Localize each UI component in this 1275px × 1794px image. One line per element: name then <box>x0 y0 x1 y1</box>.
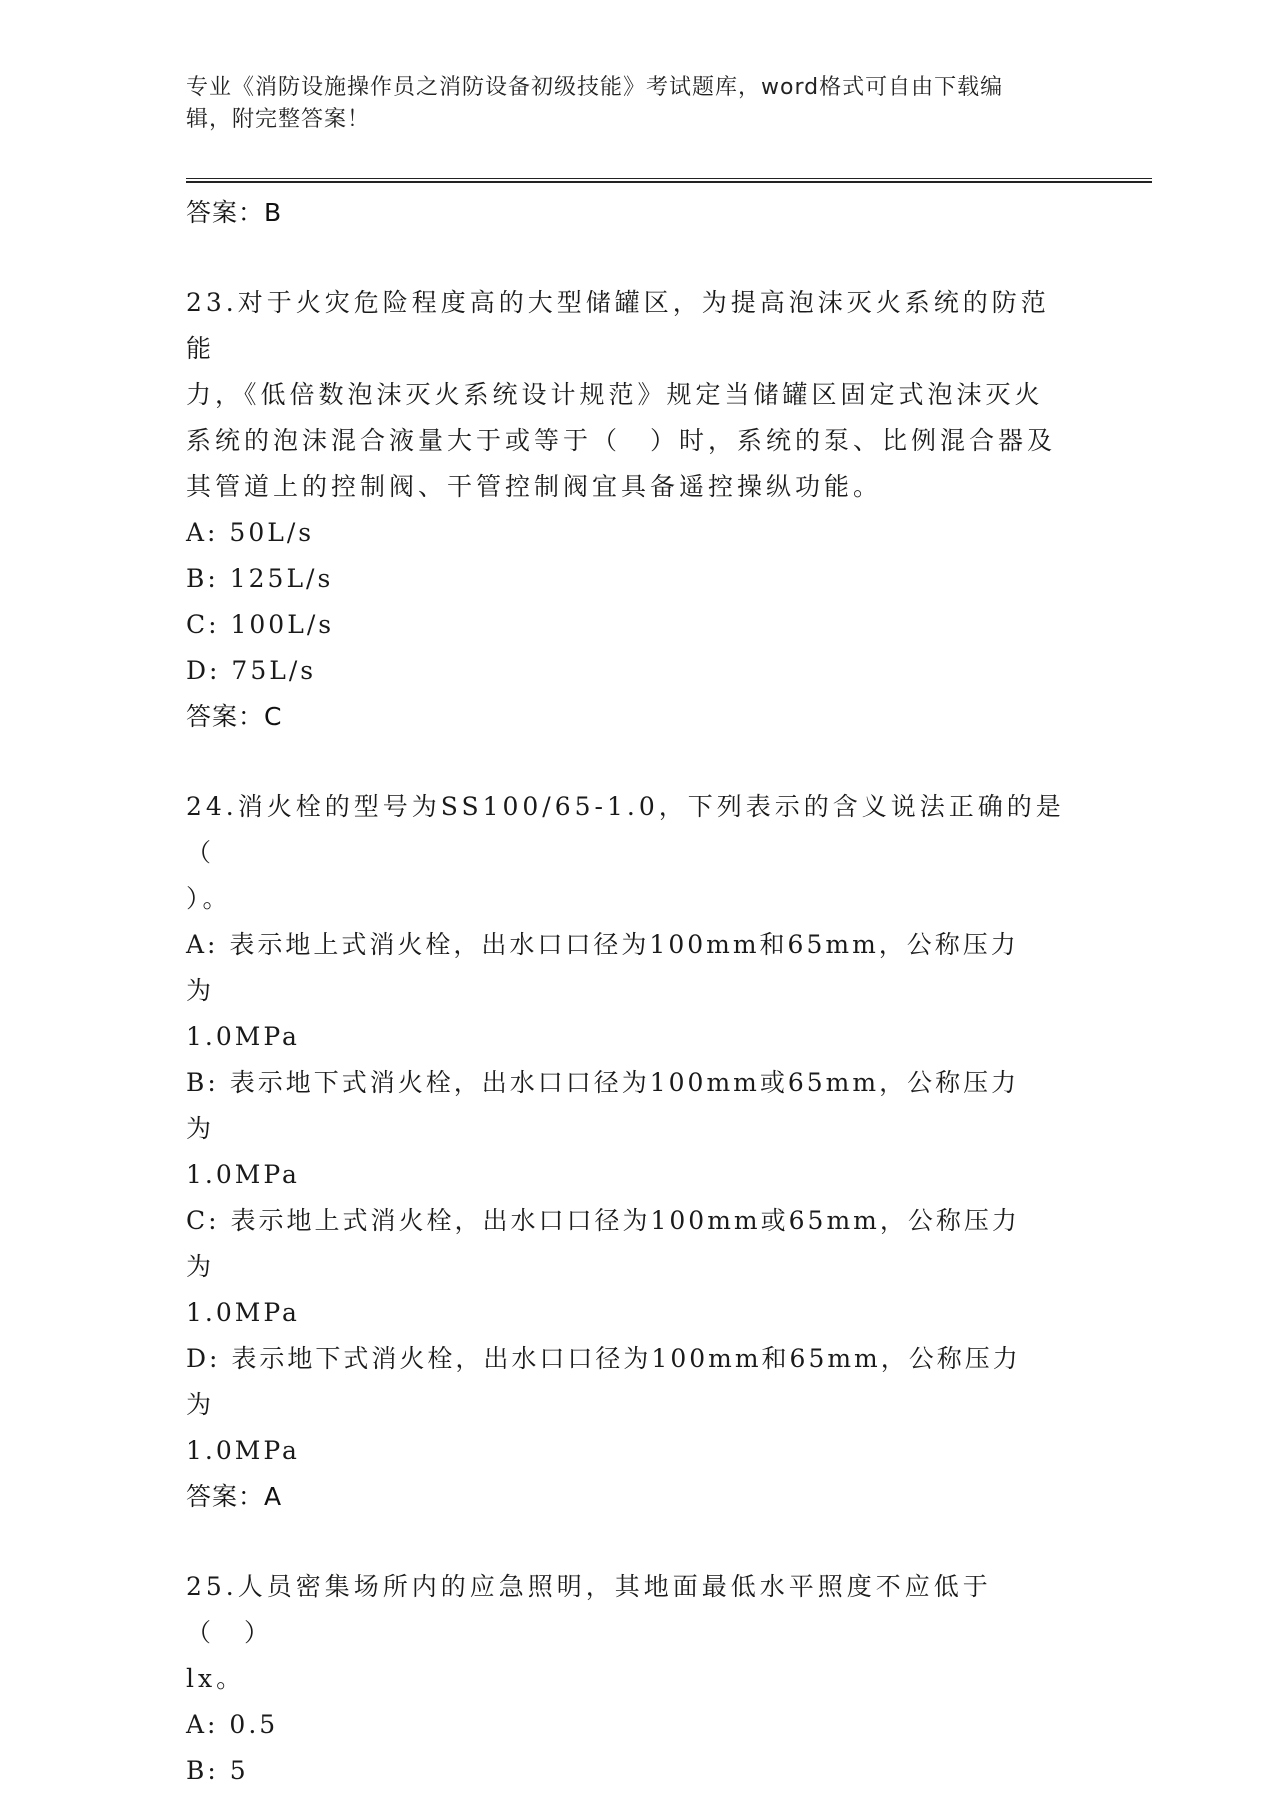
question-24-line: 24.消火栓的型号为SS100/65-1.0，下列表示的含义说法正确的是（ <box>186 792 1065 867</box>
question-23-line: 力，《低倍数泡沫灭火系统设计规范》规定当储罐区固定式泡沫灭火 <box>186 380 1044 409</box>
question-24-option-d: D: 表示地下式消火栓，出水口口径为100mm和65mm，公称压力为 <box>186 1344 1021 1419</box>
question-24-option-b: B: 表示地下式消火栓，出水口口径为100mm或65mm，公称压力为 <box>186 1068 1020 1143</box>
question-24-option-c-cont: 1.0MPa <box>186 1298 300 1327</box>
question-23-option-c: C: 100L/s <box>186 610 335 639</box>
question-25-option-a: A: 0.5 <box>186 1710 279 1739</box>
question-23-line: 系统的泡沫混合液量大于或等于（ ）时，系统的泵、比例混合器及 <box>186 426 1057 455</box>
spacer <box>186 236 1086 280</box>
question-23-option-d: D: 75L/s <box>186 656 317 685</box>
question-24-option-a: A: 表示地上式消火栓，出水口口径为100mm和65mm，公称压力为 <box>186 930 1019 1005</box>
header-divider-thin <box>186 178 1152 179</box>
question-25-line: lx。 <box>186 1664 246 1693</box>
question-23-answer: 答案：C <box>186 702 283 731</box>
question-25-option-b: B: 5 <box>186 1756 249 1785</box>
question-24-option-d-cont: 1.0MPa <box>186 1436 300 1465</box>
question-23 <box>186 280 1086 740</box>
question-25-line: 25.人员密集场所内的应急照明，其地面最低水平照度不应低于（ ） <box>186 1572 992 1647</box>
question-23-line: 其管道上的控制阀、干管控制阀宜具备遥控操纵功能。 <box>186 472 883 501</box>
question-24-line: ）。 <box>186 884 232 913</box>
question-23-option-a: A: 50L/s <box>186 518 315 547</box>
question-23-line: 23.对于火灾危险程度高的大型储罐区，为提高泡沫灭火系统的防范能 <box>186 288 1050 363</box>
answer-previous: 答案：B <box>186 198 283 227</box>
question-25 <box>186 1564 1086 1794</box>
question-23-option-b: B: 125L/s <box>186 564 334 593</box>
spacer <box>186 740 1086 784</box>
question-24-answer: 答案：A <box>186 1482 283 1511</box>
header-line-2: 辑，附完整答案！ <box>186 107 371 132</box>
document-header <box>186 72 1066 136</box>
question-24-option-b-cont: 1.0MPa <box>186 1160 300 1189</box>
document-body <box>186 190 1086 1794</box>
question-24-option-c: C: 表示地上式消火栓，出水口口径为100mm或65mm，公称压力为 <box>186 1206 1020 1281</box>
header-divider-thick <box>186 181 1152 183</box>
question-24-option-a-cont: 1.0MPa <box>186 1022 300 1051</box>
spacer <box>186 1520 1086 1564</box>
header-line-1: 专业《消防设施操作员之消防设备初级技能》考试题库，word格式可自由下载编 <box>186 75 1004 100</box>
question-24 <box>186 784 1086 1520</box>
